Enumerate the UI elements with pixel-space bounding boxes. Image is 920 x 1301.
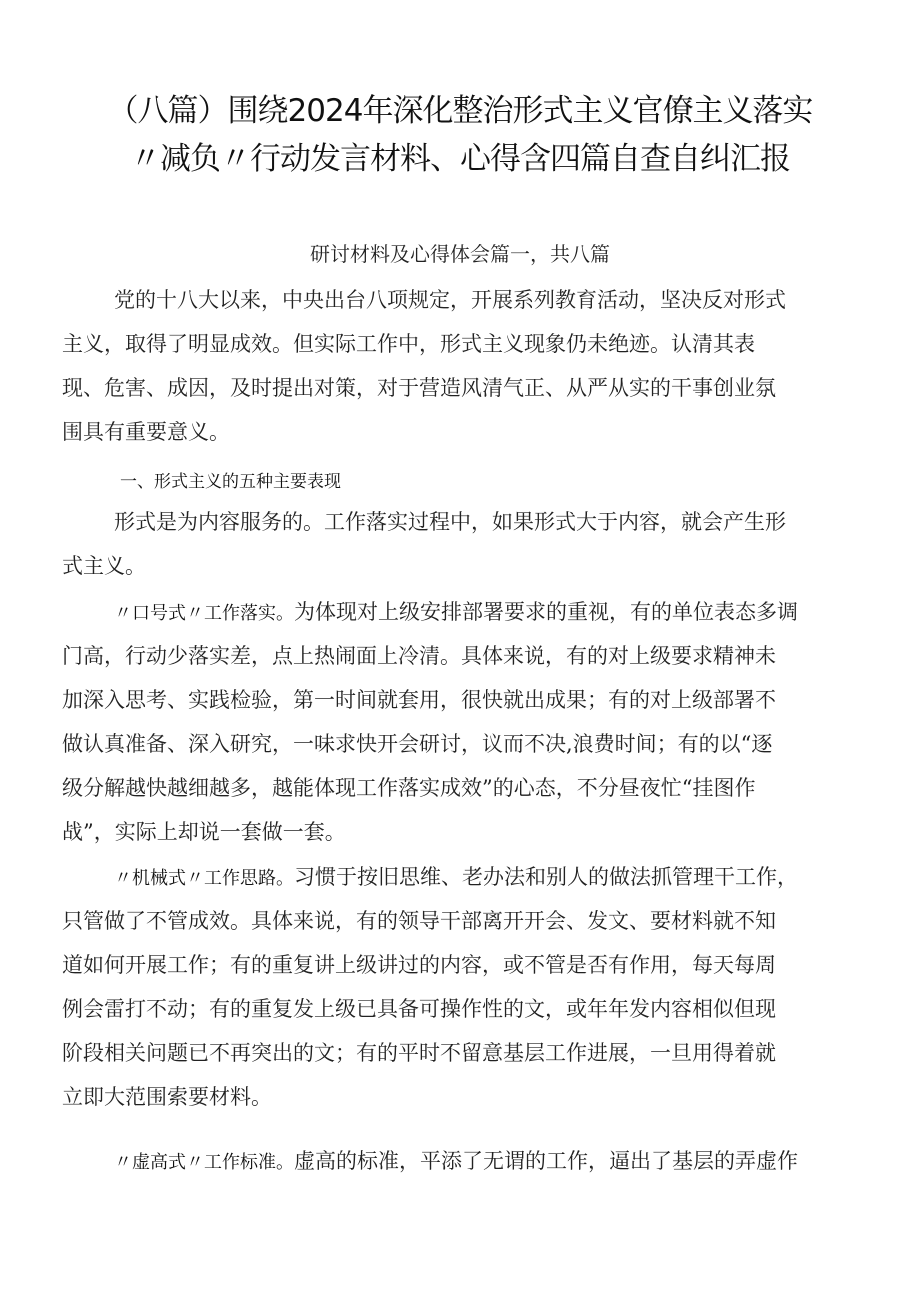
item-1-line-6: 战”，实际上却说一套做一套。 [62, 820, 346, 844]
section-heading: 一、形式主义的五种主要表现 [120, 472, 341, 492]
document-title-line-2: 〃减负〃行动发言材料、心得含四篇自查自纠汇报 [130, 141, 790, 177]
item-1-lead: 〃口号式〃工作落实。 [114, 603, 294, 624]
item-1-line-3: 加深入思考、实践检验，第一时间就套用，很快就出成果；有的对上级部署不 [62, 688, 776, 712]
item-1-line-2: 门高，行动少落实差，点上热闹面上冷清。具体来说，有的对上级要求精神未 [62, 644, 776, 668]
item-3-first-line [114, 1146, 798, 1176]
item-2-line-6: 立即大范围索要材料。 [62, 1085, 272, 1109]
item-1-line-5: 级分解越快越细越多，越能体现工作落实成效”的心态，不分昼夜忙“挂图作 [62, 776, 756, 800]
item-2-first-line [114, 862, 798, 892]
item-1-line-4: 做认真准备、深入研究，一味求快开会研讨，议而不决,浪费时间；有的以“逐 [62, 732, 773, 756]
section-intro-line-1: 形式是为内容服务的。工作落实过程中，如果形式大于内容，就会产生形 [114, 510, 786, 534]
intro-line-4: 围具有重要意义。 [62, 420, 230, 444]
item-2-line-2: 只管做了不管成效。具体来说，有的领导干部离开开会、发文、要材料就不知 [62, 909, 776, 933]
document-title-line-1: （八篇）围绕2024年深化整治形式主义官僚主义落实 [107, 93, 813, 129]
intro-line-3: 现、危害、成因，及时提出对策，对于营造风清气正、从严从实的干事创业氛 [62, 376, 776, 400]
item-3-first-rest: 虚高的标准，平添了无谓的工作，逼出了基层的弄虚作 [294, 1149, 798, 1173]
intro-line-2: 主义，取得了明显成效。但实际工作中，形式主义现象仍未绝迹。认清其表 [62, 332, 755, 356]
item-2-line-4: 例会雷打不动；有的重复发上级已具备可操作性的文，或年年发内容相似但现 [62, 997, 776, 1021]
section-intro-line-2: 式主义。 [62, 554, 146, 578]
item-3-lead: 〃虚高式〃工作标准。 [114, 1152, 294, 1173]
document-subtitle: 研讨材料及心得体会篇一，共八篇 [310, 242, 610, 266]
item-1-first-rest: 为体现对上级安排部署要求的重视，有的单位表态多调 [294, 600, 798, 624]
item-1-first-line [114, 597, 798, 627]
item-2-line-3: 道如何开展工作；有的重复讲上级讲过的内容，或不管是否有作用，每天每周 [62, 953, 776, 977]
item-2-lead: 〃机械式〃工作思路。 [114, 868, 294, 889]
intro-line-1: 党的十八大以来，中央出台八项规定，开展系列教育活动，坚决反对形式 [114, 288, 786, 312]
item-2-line-5: 阶段相关问题已不再突出的文；有的平时不留意基层工作进展，一旦用得着就 [62, 1041, 776, 1065]
item-2-first-rest: 习惯于按旧思维、老办法和别人的做法抓管理干工作， [294, 865, 798, 889]
